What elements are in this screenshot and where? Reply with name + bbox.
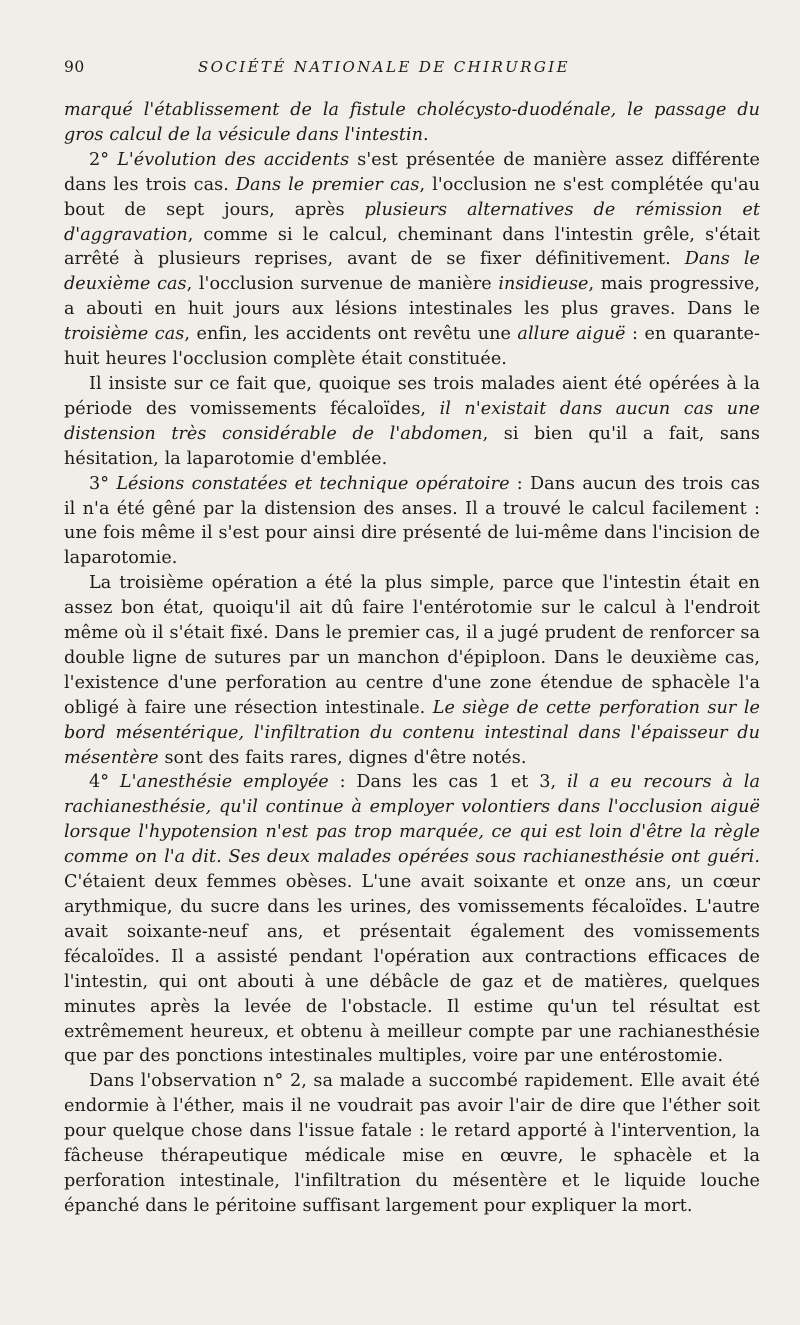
- italic-text-run: il a eu recours à la rachianesthésie, qu'il continue à employer volontiers dans l'occlusion aiguë lorsque l'hypotension n'est pas trop marquée, ce qui est loin d'être la règle comme on l'a dit. Ses deux malades opérées sous rachianesthésie ont guéri.: [64, 772, 761, 868]
- italic-text-run: plusieurs alternatives de rémission et d'aggravation: [64, 199, 760, 245]
- italic-text-run: Lésions constatées et technique opératoire: [116, 473, 510, 494]
- paragraph: [64, 98, 760, 148]
- text-run: La troisième opération a été la plus simple, parce que l'intestin était en assez bon état, quoiqu'il ait dû faire l'entérotomie sur le calcul à l'endroit même où il s'était fixé. Dans le premier cas, il a jugé prudent de renforcer sa double ligne de sutures par un manchon d'épiploon. Dans le deuxième cas, l'existence d'une perforation au centre d'une zone étendue de sphacèle l'a obligé à faire une résection intestinale.: [64, 573, 760, 718]
- italic-text-run: L'anesthésie employée: [119, 772, 329, 793]
- paragraph: [64, 472, 760, 572]
- text-run: s'est présentée de manière assez différente dans les trois cas.: [64, 149, 761, 195]
- text-run: , si bien qu'il a fait, sans hésitation, la laparotomie d'emblée.: [64, 423, 760, 469]
- paragraph: [64, 372, 760, 472]
- italic-text-run: marqué l'établissement de la fistule cholécysto-duodénale, le passage du gros calcul de la vésicule dans l'intestin.: [64, 100, 760, 145]
- text-run: 4°: [89, 772, 120, 793]
- paragraph: [64, 1069, 760, 1218]
- text-run: : Dans aucun des trois cas il n'a été gêné par la distension des anses. Il a trouvé le calcul facilement : une fois même il s'est pour ainsi dire présenté de lui-même dans l'incision de laparotomie.: [64, 473, 760, 569]
- italic-text-run: Le siège de cette perforation sur le bord mésentérique, l'infiltration du contenu intestinal dans l'épaisseur du mésentère: [64, 697, 760, 768]
- text-run: sont des faits rares, dignes d'être notés.: [158, 747, 527, 768]
- italic-text-run: Dans le deuxième cas: [64, 249, 760, 295]
- running-title: SOCIÉTÉ NATIONALE DE CHIRURGIE: [198, 58, 570, 76]
- italic-text-run: L'évolution des accidents: [117, 149, 350, 170]
- italic-text-run: troisième cas: [64, 324, 185, 345]
- italic-text-run: allure aiguë: [517, 324, 626, 345]
- italic-text-run: Dans le premier cas: [235, 174, 420, 195]
- paragraph: [64, 148, 760, 372]
- text-run: C'étaient deux femmes obèses. L'une avait soixante et onze ans, un cœur arythmique, du sucre dans les urines, des vomissements fécaloïdes. L'autre avait soixante-neuf ans, et présentait également des vomissements fécaloïdes. Il a assisté pendant l'opération aux contractions efficaces de l'intestin, qui ont abouti à une débâcle de gaz et de matières, quelques minutes après la levée de l'obstacle. Il estime qu'un tel résultat est extrêmement heureux, et obtenu à meilleur compte par une rachianesthésie que par des ponctions intestinales multiples, voire par une entérostomie.: [64, 872, 760, 1067]
- text-run: Dans l'observation n° 2, sa malade a succombé rapidement. Elle avait été endormie à l'éther, mais il ne voudrait pas avoir l'air de dire que l'éther soit pour quelque chose dans l'issue fatale : le retard apporté à l'intervention, la fâcheuse thérapeutique médicale mise en œuvre, le sphacèle et la perforation intestinale, l'infiltration du mésentère et le liquide louche épanché dans le péritoine suffisant largement pour expliquer la mort.: [64, 1071, 760, 1216]
- italic-text-run: il n'existait dans aucun cas une distension très considérable de l'abdomen: [64, 398, 760, 444]
- text-run: 3°: [89, 473, 117, 494]
- page-number: 90: [64, 58, 85, 76]
- text-run: , l'occlusion survenue de manière: [186, 274, 499, 295]
- text-run: , enfin, les accidents ont revêtu une: [184, 324, 518, 345]
- running-header: [64, 58, 760, 84]
- text-run: : en quarante-huit heures l'occlusion complète était constituée.: [64, 324, 761, 370]
- body-text: [64, 98, 760, 1219]
- text-run: , mais progressive, a abouti en huit jours aux lésions intestinales les plus graves. Dans le: [64, 274, 760, 320]
- italic-text-run: insidieuse: [498, 274, 589, 295]
- text-run: : Dans les cas 1 et 3,: [328, 772, 567, 793]
- paragraph: [64, 571, 760, 770]
- text-run: , comme si le calcul, cheminant dans l'intestin grêle, s'était arrêté à plusieurs reprises, avant de se fixer définitivement.: [64, 224, 760, 270]
- paragraph: [64, 770, 760, 1069]
- text-run: Il insiste sur ce fait que, quoique ses trois malades aient été opérées à la période des vomissements fécaloïdes,: [64, 373, 760, 419]
- text-run: 2°: [89, 149, 118, 170]
- text-run: , l'occlusion ne s'est complétée qu'au bout de sept jours, après: [64, 174, 760, 220]
